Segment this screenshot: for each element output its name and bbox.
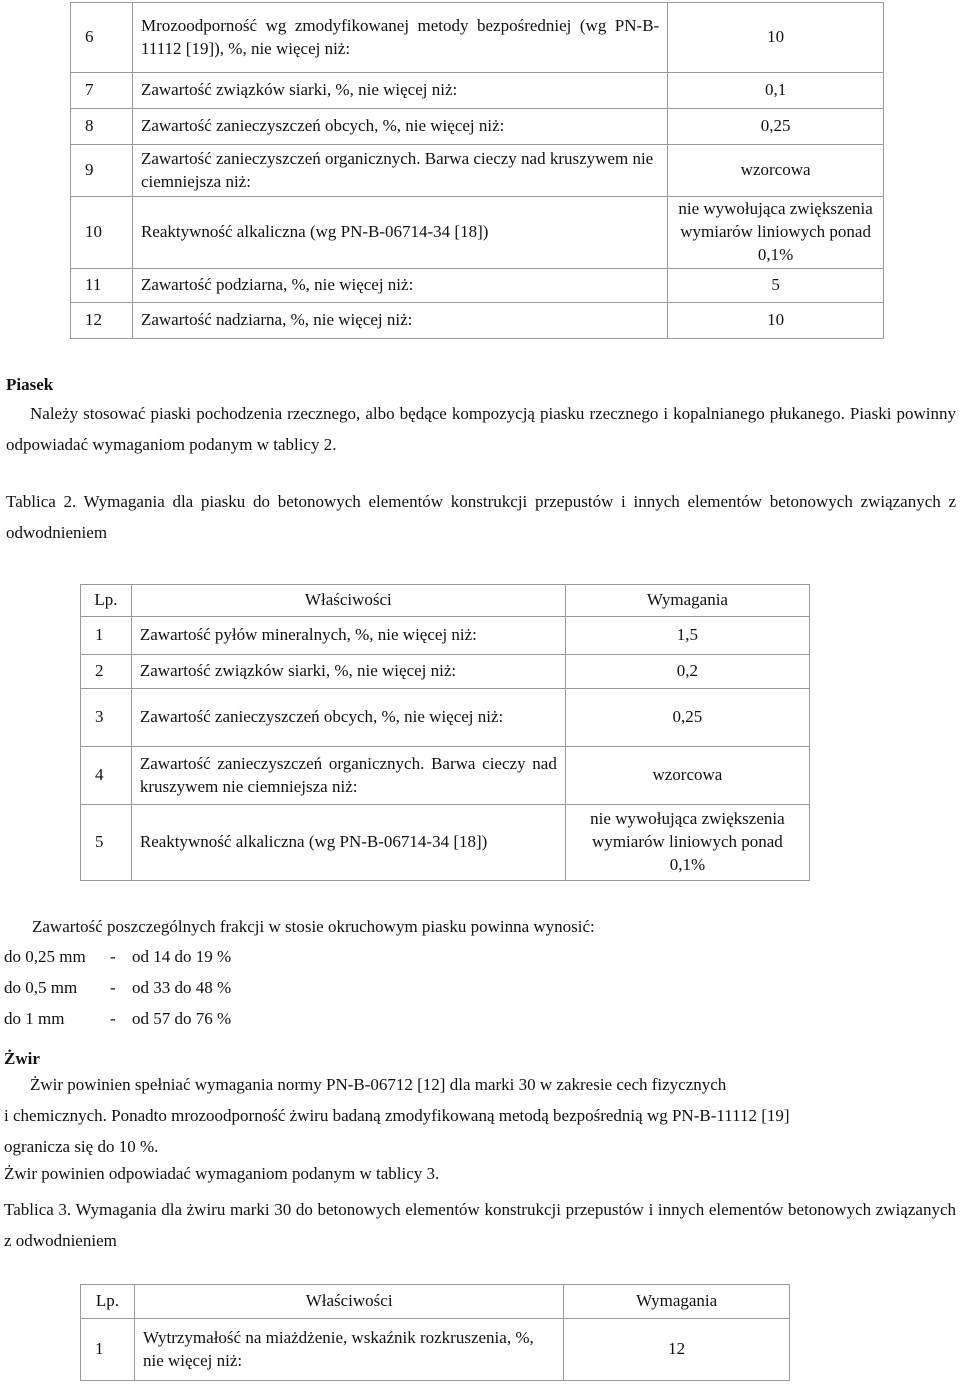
fraction-size: do 0,5 mm <box>4 978 78 997</box>
table-row <box>81 617 810 655</box>
property-cell: Mrozoodporność wg zmodyfikowanej metody bezpośredniej (wg PN-B-11112 [19]), %, nie więcej niż: <box>132 3 667 73</box>
property-cell: Zawartość związków siarki, %, nie więcej niż: <box>132 73 667 109</box>
header-lp: Lp. <box>81 1285 135 1319</box>
header-properties: Właściwości <box>131 585 565 617</box>
fraction-size: do 0,25 mm <box>4 947 86 966</box>
list-item <box>4 946 304 977</box>
table-row <box>71 197 884 269</box>
property-cell: Zawartość zanieczyszczeń organicznych. Barwa cieczy nad kruszywem nie ciemniejsza niż: <box>131 747 565 805</box>
requirement-cell: nie wywołująca zwiększenia wymiarów liniowych ponad 0,1% <box>565 805 809 881</box>
table-row <box>81 1319 790 1381</box>
table-row <box>71 3 884 73</box>
table-1 <box>70 2 884 339</box>
requirement-cell: wzorcowa <box>565 747 809 805</box>
table-row <box>81 805 810 881</box>
section-heading-zwir: Żwir <box>4 1049 40 1068</box>
fraction-dash: - <box>110 1009 116 1028</box>
property-cell: Wytrzymałość na miażdżenie, wskaźnik rozkruszenia, %, nie więcej niż: <box>134 1319 563 1381</box>
zwir-line-1: Żwir powinien spełniać wymagania normy PN-B-06712 [12] dla marki 30 w zakresie cech fizycznych <box>30 1075 727 1094</box>
list-item <box>4 1008 304 1039</box>
header-lp: Lp. <box>81 585 132 617</box>
row-number: 4 <box>81 747 132 805</box>
row-number: 8 <box>71 109 133 145</box>
table-2 <box>80 584 810 881</box>
table-3 <box>80 1284 790 1381</box>
requirement-cell: 0,1 <box>668 73 884 109</box>
requirement-cell: nie wywołująca zwiększenia wymiarów liniowych ponad 0,1% <box>668 197 884 269</box>
row-number: 7 <box>71 73 133 109</box>
requirement-cell: 0,25 <box>668 109 884 145</box>
row-number: 12 <box>71 303 133 339</box>
table-header-row <box>81 1285 790 1319</box>
fraction-dash: - <box>110 947 116 966</box>
zwir-line-4: Żwir powinien odpowiadać wymaganiom podanym w tablicy 3. <box>4 1164 440 1183</box>
property-cell: Zawartość pyłów mineralnych, %, nie więcej niż: <box>131 617 565 655</box>
property-cell: Zawartość związków siarki, %, nie więcej niż: <box>131 655 565 689</box>
row-number: 2 <box>81 655 132 689</box>
header-requirements: Wymagania <box>564 1285 790 1319</box>
fraction-dash: - <box>110 978 116 997</box>
requirement-cell: 10 <box>668 3 884 73</box>
header-properties: Właściwości <box>134 1285 563 1319</box>
row-number: 5 <box>81 805 132 881</box>
property-cell: Reaktywność alkaliczna (wg PN-B-06714-34 [18]) <box>132 197 667 269</box>
table-row <box>71 303 884 339</box>
table-2-caption: Tablica 2. Wymagania dla piasku do betonowych elementów konstrukcji przepustów i innych elementów betonowych związanych z odwodnieniem <box>6 492 956 542</box>
table-header-row <box>81 585 810 617</box>
table-row <box>71 145 884 197</box>
requirement-cell: 0,25 <box>565 689 809 747</box>
fraction-range: od 14 do 19 % <box>132 947 232 966</box>
requirement-cell: 10 <box>668 303 884 339</box>
table-row <box>71 73 884 109</box>
list-item <box>4 977 304 1008</box>
requirement-cell: wzorcowa <box>668 145 884 197</box>
requirement-cell: 5 <box>668 269 884 303</box>
row-number: 9 <box>71 145 133 197</box>
row-number: 11 <box>71 269 133 303</box>
fraction-size: do 1 mm <box>4 1009 65 1028</box>
zwir-line-3: ogranicza się do 10 %. <box>4 1137 159 1156</box>
row-number: 1 <box>81 617 132 655</box>
requirement-cell: 1,5 <box>565 617 809 655</box>
property-cell: Reaktywność alkaliczna (wg PN-B-06714-34 [18]) <box>131 805 565 881</box>
fractions-intro: Zawartość poszczególnych frakcji w stosie okruchowym piasku powinna wynosić: <box>32 917 595 936</box>
property-cell: Zawartość podziarna, %, nie więcej niż: <box>132 269 667 303</box>
requirement-cell: 12 <box>564 1319 790 1381</box>
section-heading-piasek: Piasek <box>6 375 54 394</box>
table-row <box>71 109 884 145</box>
row-number: 6 <box>71 3 133 73</box>
table-row <box>81 689 810 747</box>
fractions-list <box>4 946 304 1039</box>
property-cell: Zawartość zanieczyszczeń obcych, %, nie więcej niż: <box>132 109 667 145</box>
row-number: 1 <box>81 1319 135 1381</box>
property-cell: Zawartość nadziarna, %, nie więcej niż: <box>132 303 667 339</box>
fraction-range: od 33 do 48 % <box>132 978 232 997</box>
property-cell: Zawartość zanieczyszczeń obcych, %, nie więcej niż: <box>131 689 565 747</box>
row-number: 10 <box>71 197 133 269</box>
table-row <box>81 747 810 805</box>
table-3-caption: Tablica 3. Wymagania dla żwiru marki 30 do betonowych elementów konstrukcji przepustów i innych elementów betonowych związanych z odwodnieniem <box>4 1200 956 1250</box>
table-row <box>71 269 884 303</box>
property-cell: Zawartość zanieczyszczeń organicznych. Barwa cieczy nad kruszywem nie ciemniejsza niż: <box>132 145 667 197</box>
fraction-range: od 57 do 76 % <box>132 1009 232 1028</box>
zwir-line-2: i chemicznych. Ponadto mrozoodporność żwiru badaną zmodyfikowaną metodą bezpośrednią wg PN-B-11112 [19] <box>4 1106 790 1125</box>
table-row <box>81 655 810 689</box>
header-requirements: Wymagania <box>565 585 809 617</box>
row-number: 3 <box>81 689 132 747</box>
requirement-cell: 0,2 <box>565 655 809 689</box>
piasek-paragraph: Należy stosować piaski pochodzenia rzecznego, albo będące kompozycją piasku rzecznego i kopalnianego płukanego. Piaski powinny odpowiadać wymaganiom podanym w tablicy 2. <box>6 404 956 454</box>
